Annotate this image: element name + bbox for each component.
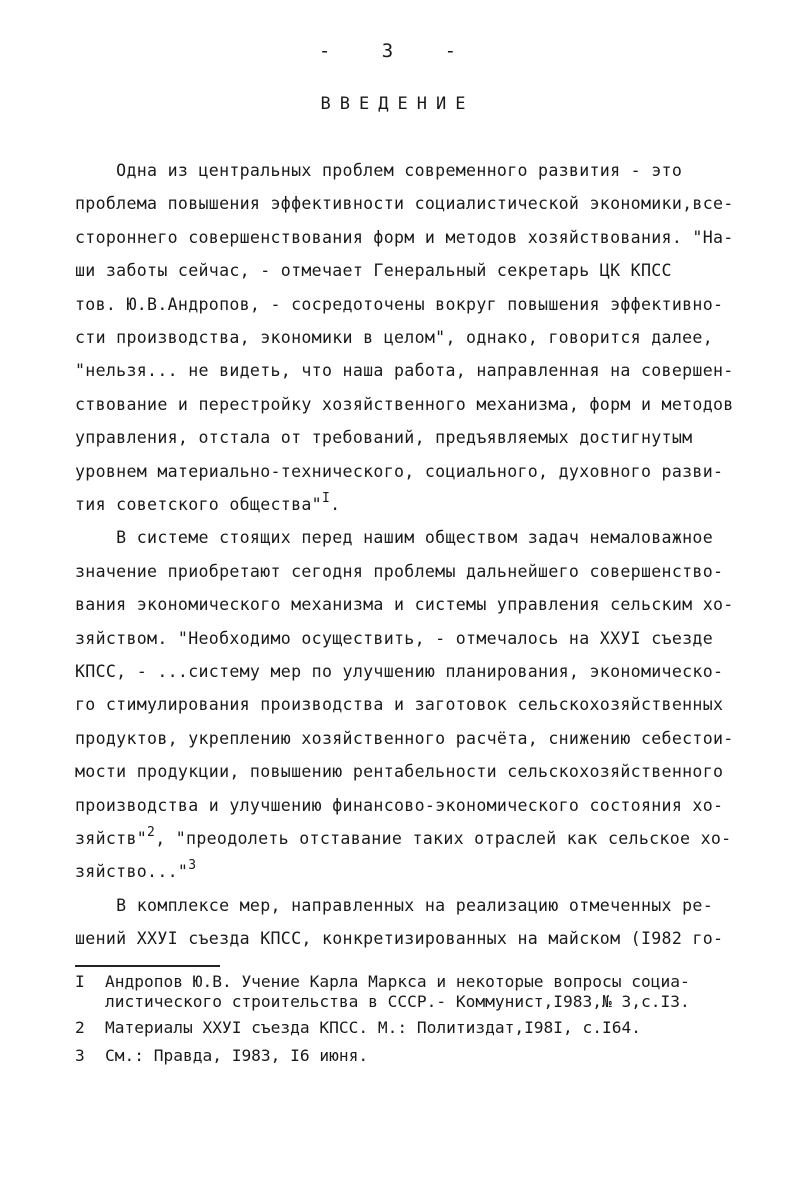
line-text: В системе стоящих перед нашим обществом задач немаловажное [75,528,713,547]
text-line [75,394,734,416]
footnote-number: 2 [75,1018,85,1037]
line-text: вания экономического механизма и системы управления сельским хо- [75,595,734,614]
text-line [75,227,734,249]
text-line [75,327,713,349]
text-line [75,628,713,650]
text-line [75,825,732,850]
line-text: стороннего совершенствования форм и методов хозяйствования. "На- [75,228,734,247]
line-text: ши заботы сейчас, - отмечает Генеральный секретарь ЦК КПСС [75,261,672,280]
footnote-number: 3 [75,1046,85,1065]
footnote-number: I [75,972,85,991]
footnote-line [75,1018,641,1038]
text-line [75,193,734,215]
footnote-divider [75,965,220,967]
text-line [75,561,723,583]
section-title: ВВЕДЕНИЕ [320,94,475,114]
footnote [75,972,690,1012]
line-text: зяйств" [75,829,148,848]
text-line [75,661,723,683]
line-text: производства и улучшению финансово-экономического состояния хо- [75,796,724,815]
line-text: сти производства, экономики в целом", однако, говорится далее, [75,328,713,347]
text-line [75,260,672,282]
line-text: зяйство..." [75,862,189,881]
text-line [75,728,734,750]
line-text: Одна из центральных проблем современного развития - это [75,161,683,180]
line-text: тов. Ю.В.Андропов, - сосредоточены вокруг повышения эффективно- [75,295,724,314]
line-text: продуктов, укреплению хозяйственного расчёта, снижению себестои- [75,729,734,748]
line-text-after: . [330,495,341,514]
text-line [75,795,723,817]
line-text: го стимулирования производства и заготовок сельскохозяйственных [75,695,724,714]
line-text: зяйством. "Необходимо осуществить, - отмечалось на XXУI съезде [75,629,713,648]
text-line [75,527,713,549]
line-text: управления, отстала от требований, предъявляемых достигнутым [75,428,693,447]
footnote-ref: 3 [188,858,197,873]
text-line [75,160,682,182]
line-text: уровнем материально-технического, социального, духовного разви- [75,462,724,481]
line-text-after: , "преодолеть отставание таких отраслей как сельское хо- [155,829,732,848]
text-line [75,427,692,449]
footnote-text: Материалы XXУI съезда КПСС. М.: Политиздат,I98I, с.I64. [105,1018,642,1037]
line-text: тия советского общества" [75,495,322,514]
line-text: КПСС, - ...систему мер по улучшению планирования, экономическо- [75,662,724,681]
footnote-line [75,972,690,992]
footnote [75,1018,641,1038]
footnote-ref: I [321,491,331,506]
footnote-text: См.: Правда, I983, I6 июня. [105,1046,369,1065]
footnote-text: листического строительства в СССР.- Коммунист,I983,№ 3,с.I3. [105,992,690,1011]
footnote-ref: 2 [147,825,156,840]
text-line [75,594,734,616]
text-line [75,928,723,950]
text-line [75,360,734,382]
line-text: мости продукции, повышению рентабельности сельскохозяйственного [75,762,724,781]
footnote [75,1046,368,1066]
text-line [75,461,723,483]
text-line [75,694,723,716]
line-text: "нельзя... не видеть, что наша работа, направленная на совершен- [75,361,734,380]
text-line [75,895,713,917]
text-line [75,761,723,783]
text-line [75,294,723,316]
line-text: шений XXУI съезда КПСС, конкретизированных на майском (I982 го- [75,929,724,948]
footnote-line [75,1046,368,1066]
page-number: - 3 - [318,40,477,62]
text-line [75,858,197,883]
text-line [75,491,341,516]
line-text: ствование и перестройку хозяйственного механизма, форм и методов [75,395,734,414]
line-text: проблема повышения эффективности социалистической экономики,все- [75,194,734,213]
line-text: значение приобретают сегодня проблемы дальнейшего совершенство- [75,562,724,581]
footnote-line [75,992,690,1012]
line-text: В комплексе мер, направленных на реализацию отмеченных ре- [75,896,713,915]
footnote-text: Андропов Ю.В. Учение Карла Маркса и некоторые вопросы социа- [105,972,690,991]
